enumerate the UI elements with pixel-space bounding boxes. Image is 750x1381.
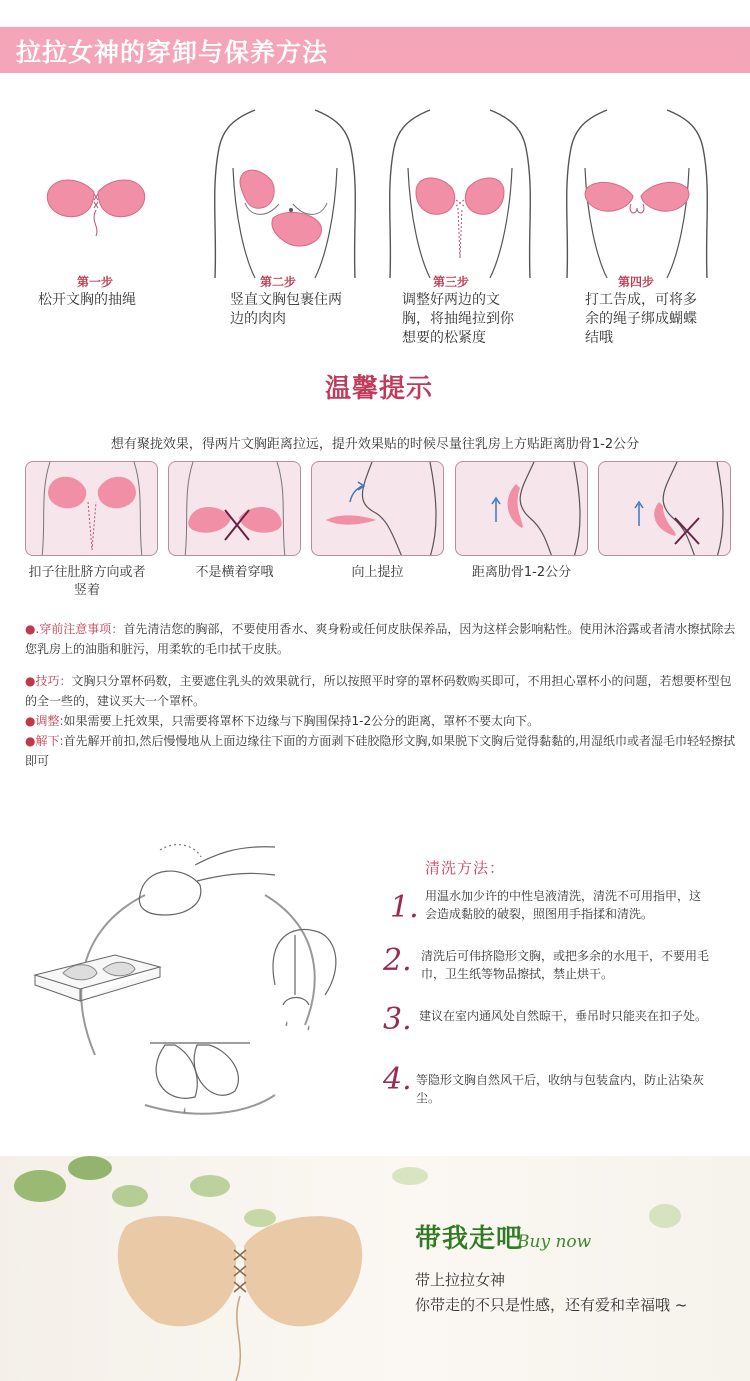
tip2-caption: 不是横着穿哦 [195, 565, 274, 580]
wash-step4-num: 4. [383, 1062, 412, 1097]
tip5-illustration [599, 462, 731, 556]
tip1-caption: 扣子往肚脐方向或者竖着 [28, 565, 146, 598]
wash-step3-num: 3. [383, 1002, 412, 1037]
step3-label: 第三步 [433, 275, 470, 289]
promo-subtitle-2: 你带走的不只是性感，还有爱和幸福哦 ~ [415, 1296, 688, 1314]
step2-desc: 竖直文胸包裹住两边的肉肉 [230, 292, 342, 327]
tips-line: 想有聚拢效果，得两片文胸距离拉远，提升效果贴的时候尽量往乳房上方贴距离肋骨1-2公分 [110, 437, 640, 452]
tip4-illustration [456, 462, 588, 556]
step4-label: 第四步 [618, 275, 655, 289]
note-adjust: ●调整:如果需要上托效果，只需要将罩杯下边缘与下胸围保持1-2公分的距离，罩杯不要太向下。 [25, 714, 540, 728]
step1-figure [40, 170, 150, 240]
page-title: 拉拉女神的穿卸与保养方法 [16, 38, 329, 67]
step1-label: 第一步 [77, 275, 114, 289]
step2-label: 第二步 [260, 275, 297, 289]
tip-box-1 [25, 461, 158, 556]
wash-step2-text: 清洗后可伟挤隐形文胸，或把多余的水甩干，不要用毛巾，卫生纸等物品擦拭，禁止烘干。 [421, 949, 710, 981]
step3-desc: 调整好两边的文胸，将抽绳拉到你想要的松紧度 [402, 292, 514, 346]
wash-step4-text: 等隐形文胸自然风干后，收纳与包装盒内，防止沾染灰尘。 [416, 1073, 705, 1105]
note-before-wear: ●.穿前注意事项：首先清洁您的胸部，不要使用香水、爽身粉或任何皮肤保养品，因为这样会影响粘性。使用沐浴露或者清水擦拭除去您乳房上的油脂和脏污，用柔软的毛巾拭干皮肤。 [25, 622, 736, 656]
step4-desc: 打工告成，可将多余的绳子绑成蝴蝶结哦 [585, 292, 697, 346]
promo-background-art [0, 1156, 750, 1381]
wash-title: 清洗方法： [425, 859, 506, 877]
promo-subtitle-1: 带上拉拉女神 [415, 1271, 506, 1289]
note-remove: ●解下:首先解开前扣,然后慢慢地从上面边缘往下面的方面剥下硅胶隐形文胸,如果脱下文胸后觉得黏黏的,用湿纸巾或者湿毛巾轻轻擦拭即可 [25, 734, 735, 768]
tip2-illustration [169, 462, 301, 556]
header-banner [0, 27, 750, 73]
tip3-illustration [312, 462, 444, 556]
tip1-illustration [26, 462, 158, 556]
step1-desc: 松开文胸的抽绳 [38, 292, 136, 308]
wash-step2-num: 2. [383, 943, 412, 978]
tips-title: 温馨提示 [325, 374, 434, 404]
wash-step3-text: 建议在室内通风处自然晾干，垂吊时只能夹在扣子处。 [419, 1009, 708, 1023]
step2-figure [205, 108, 365, 283]
tip-box-3 [311, 461, 444, 556]
step3-figure [380, 108, 540, 283]
wash-step1-num: 1. [390, 890, 419, 925]
tip-box-5 [598, 461, 731, 556]
promo-section [0, 1156, 750, 1381]
tip4-caption: 距离肋骨1-2公分 [471, 565, 572, 580]
step4-figure [557, 108, 717, 283]
wash-step1-text: 用温水加少许的中性皂液清洗，清洗不可用指甲，这会造成黏胶的破裂，照图用手指揉和清洗。 [425, 889, 702, 921]
tip-box-4 [455, 461, 588, 556]
wash-cycle-illustration [25, 835, 380, 1125]
tip-box-2 [168, 461, 301, 556]
note-tips: ●技巧：文胸只分罩杯码数，主要遮住乳头的效果就行，所以按照平时穿的罩杯码数购买即可，不用担心罩杯小的问题，若想要杯型包的全一些的，建议买大一个罩杯。 [25, 674, 732, 708]
tip3-caption: 向上提拉 [351, 565, 404, 580]
buy-now-link[interactable]: Buy now [517, 1232, 592, 1252]
promo-title: 带我走吧 [415, 1224, 524, 1254]
